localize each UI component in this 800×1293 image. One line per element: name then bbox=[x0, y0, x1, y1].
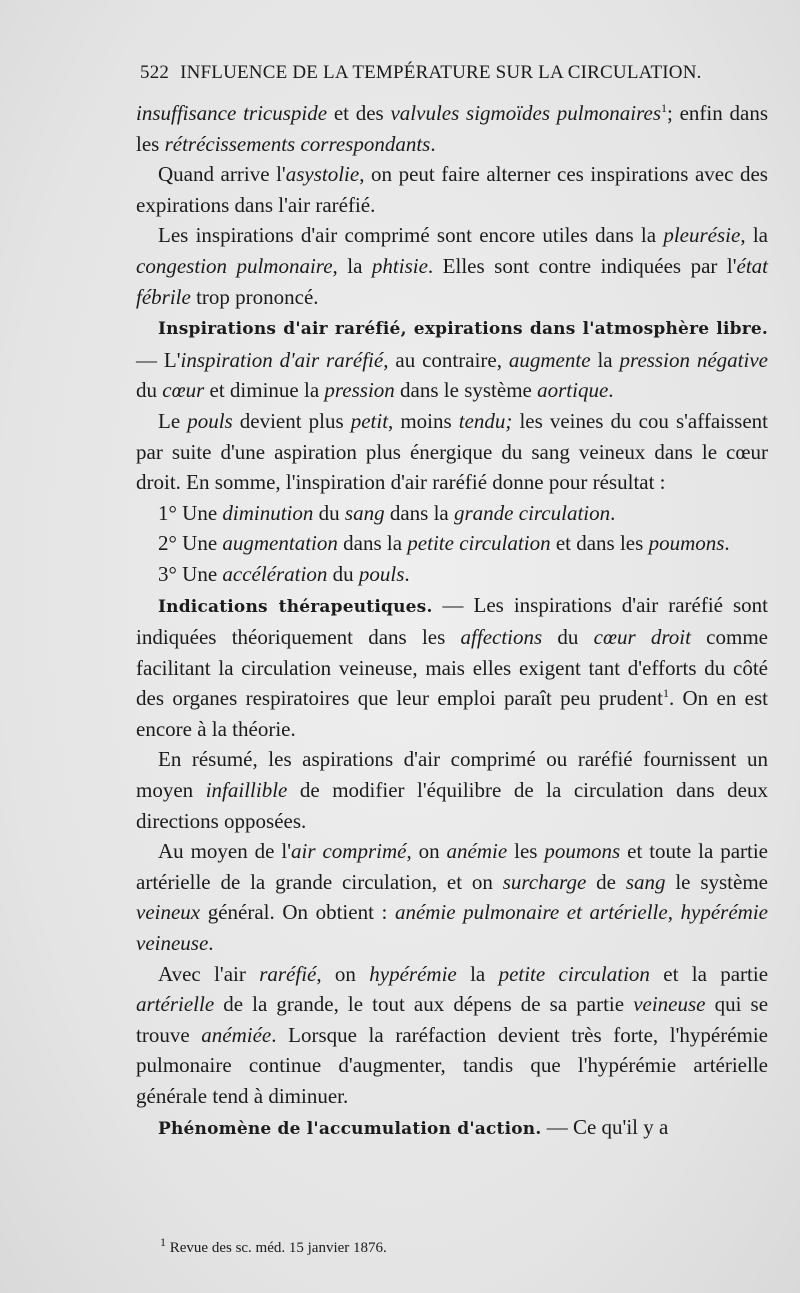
body-text bbox=[136, 98, 768, 1144]
paragraph-7: En résumé, les aspirations d'air comprimé ou raréfié fournissent un moyen infaillible de modifier l'équilibre de la circulation dans deux directions opposées. bbox=[136, 747, 768, 833]
list-item: 3° Une accélération du pouls. bbox=[158, 561, 410, 586]
italic-term: hypérémie bbox=[369, 961, 457, 986]
italic-term: anémie pulmonaire et artérielle, hypérémie veineuse bbox=[136, 900, 768, 956]
italic-term: aortique bbox=[537, 378, 609, 403]
italic-term: pleurésie bbox=[663, 223, 741, 248]
section-heading: Indications thérapeutiques. bbox=[158, 596, 433, 617]
italic-term: anémie bbox=[446, 839, 508, 864]
italic-term: poumons bbox=[544, 839, 621, 864]
paragraph-6: Indications thérapeutiques. — Les inspirations d'air raréfié sont indiquées théoriquement dans les affections du cœur droit comme facilitant la circulation veineuse, mais elles exigent tant d'efforts du côté des organes respiratoires que leur emploi paraît peu prudent$^1$. On en est encore à la théorie. bbox=[136, 592, 768, 741]
footnote-text: Revue des sc. méd. 15 janvier 1876. bbox=[166, 1240, 387, 1256]
italic-term: air comprimé bbox=[291, 839, 407, 864]
footnote bbox=[160, 1235, 760, 1257]
italic-term: surcharge bbox=[502, 869, 587, 894]
page-header bbox=[140, 62, 765, 84]
footnote-mark: 1 bbox=[160, 1235, 166, 1249]
italic-term: petit bbox=[350, 408, 389, 433]
italic-term: phtisie bbox=[371, 253, 428, 278]
list-item: 1° Une diminution du sang dans la grande circulation. bbox=[158, 500, 616, 525]
paragraph-8: Au moyen de l'air comprimé, on anémie les poumons et toute la partie artérielle de la grande circulation, et on surcharge de sang le système veineux général. On obtient : anémie pulmonaire et artérielle, hypérémie veineuse. bbox=[136, 839, 769, 956]
italic-term: veineuse bbox=[633, 992, 706, 1017]
italic-term: pression bbox=[324, 378, 395, 403]
italic-term: sang bbox=[625, 869, 666, 894]
italic-term: infaillible bbox=[205, 778, 288, 803]
italic-term: diminution bbox=[222, 500, 314, 525]
italic-term: veineux bbox=[136, 900, 201, 925]
italic-term: grande circulation bbox=[454, 500, 611, 525]
paragraph-4: Inspirations d'air raréfié, expirations dans l'atmosphère libre. — L'inspiration d'air raréfié, au contraire, augmente la pression négative du cœur et diminue la pression dans le système aortique. bbox=[136, 319, 768, 403]
paragraph-1: insuffisance tricuspide et des valvules sigmoïdes pulmonaires$^1$; enfin dans les rétrécissements correspondants. bbox=[136, 101, 768, 156]
italic-term: artérielle bbox=[136, 992, 215, 1017]
italic-term: tendu; bbox=[458, 408, 513, 433]
paragraph-9: Avec l'air raréfié, on hypérémie la petite circulation et la partie artérielle de la grande, le tout aux dépens de sa partie veineuse qui se trouve anémiée. Lorsque la raréfaction devient très forte, l'hypérémie pulmonaire continue d'augmenter, tandis que l'hypérémie artérielle générale tend à diminuer. bbox=[136, 961, 769, 1108]
italic-term: accélération bbox=[222, 561, 328, 586]
paragraph-3: Les inspirations d'air comprimé sont encore utiles dans la pleurésie, la congestion pulmonaire, la phtisie. Elles sont contre indiquées par l'état fébrile trop prononcé. bbox=[136, 223, 769, 309]
italic-term: insuffisance tricuspide bbox=[136, 101, 328, 125]
italic-term: augmente bbox=[508, 347, 591, 372]
italic-term: cœur droit bbox=[593, 625, 691, 650]
italic-term: rétrécissements correspondants bbox=[164, 131, 431, 156]
italic-term: sang bbox=[344, 500, 385, 525]
italic-term: augmentation bbox=[222, 531, 338, 556]
running-title: INFLUENCE DE LA TEMPÉRATURE SUR LA CIRCULATION. bbox=[180, 62, 702, 83]
footnote-ref: 1 bbox=[661, 101, 668, 115]
italic-term: poumons bbox=[648, 531, 725, 556]
footnote-ref: 1 bbox=[662, 686, 669, 701]
paragraph-5: Le pouls devient plus petit, moins tendu; les veines du cou s'affaissent par suite d'une aspiration plus énergique du sang veineux dans le cœur droit. En somme, l'inspiration d'air raréfié donne pour résultat : bbox=[136, 408, 768, 495]
italic-term: pouls bbox=[187, 408, 233, 433]
italic-term: congestion pulmonaire bbox=[136, 253, 333, 278]
italic-term: état fébrile bbox=[136, 253, 769, 309]
italic-term: petite circulation bbox=[407, 531, 551, 556]
italic-term: affections bbox=[460, 625, 543, 650]
paragraph-10: Phénomène de l'accumulation d'action. — Ce qu'il y a bbox=[158, 1114, 669, 1139]
page-number: 522 bbox=[140, 62, 170, 83]
italic-term: pouls bbox=[358, 561, 405, 586]
italic-term: petite circulation bbox=[498, 961, 650, 986]
section-heading: Phénomène de l'accumulation d'action. bbox=[158, 1118, 542, 1139]
italic-term: valvules sigmoïdes pulmonaires bbox=[390, 101, 662, 125]
italic-term: pression négative bbox=[619, 347, 768, 372]
italic-term: cœur bbox=[162, 378, 205, 403]
paragraph-2: Quand arrive l'asystolie, on peut faire alterner ces inspirations avec des expirations dans l'air raréfié. bbox=[136, 162, 768, 217]
italic-term: anémiée bbox=[201, 1022, 272, 1047]
italic-term: asystolie bbox=[285, 162, 360, 187]
section-heading: Inspirations d'air raréfié, expirations dans l'atmosphère libre. bbox=[158, 319, 768, 340]
list-item: 2° Une augmentation dans la petite circulation et dans les poumons. bbox=[158, 531, 730, 556]
italic-term: raréfié bbox=[259, 961, 317, 986]
italic-term: inspiration d'air raréfié bbox=[180, 347, 384, 372]
